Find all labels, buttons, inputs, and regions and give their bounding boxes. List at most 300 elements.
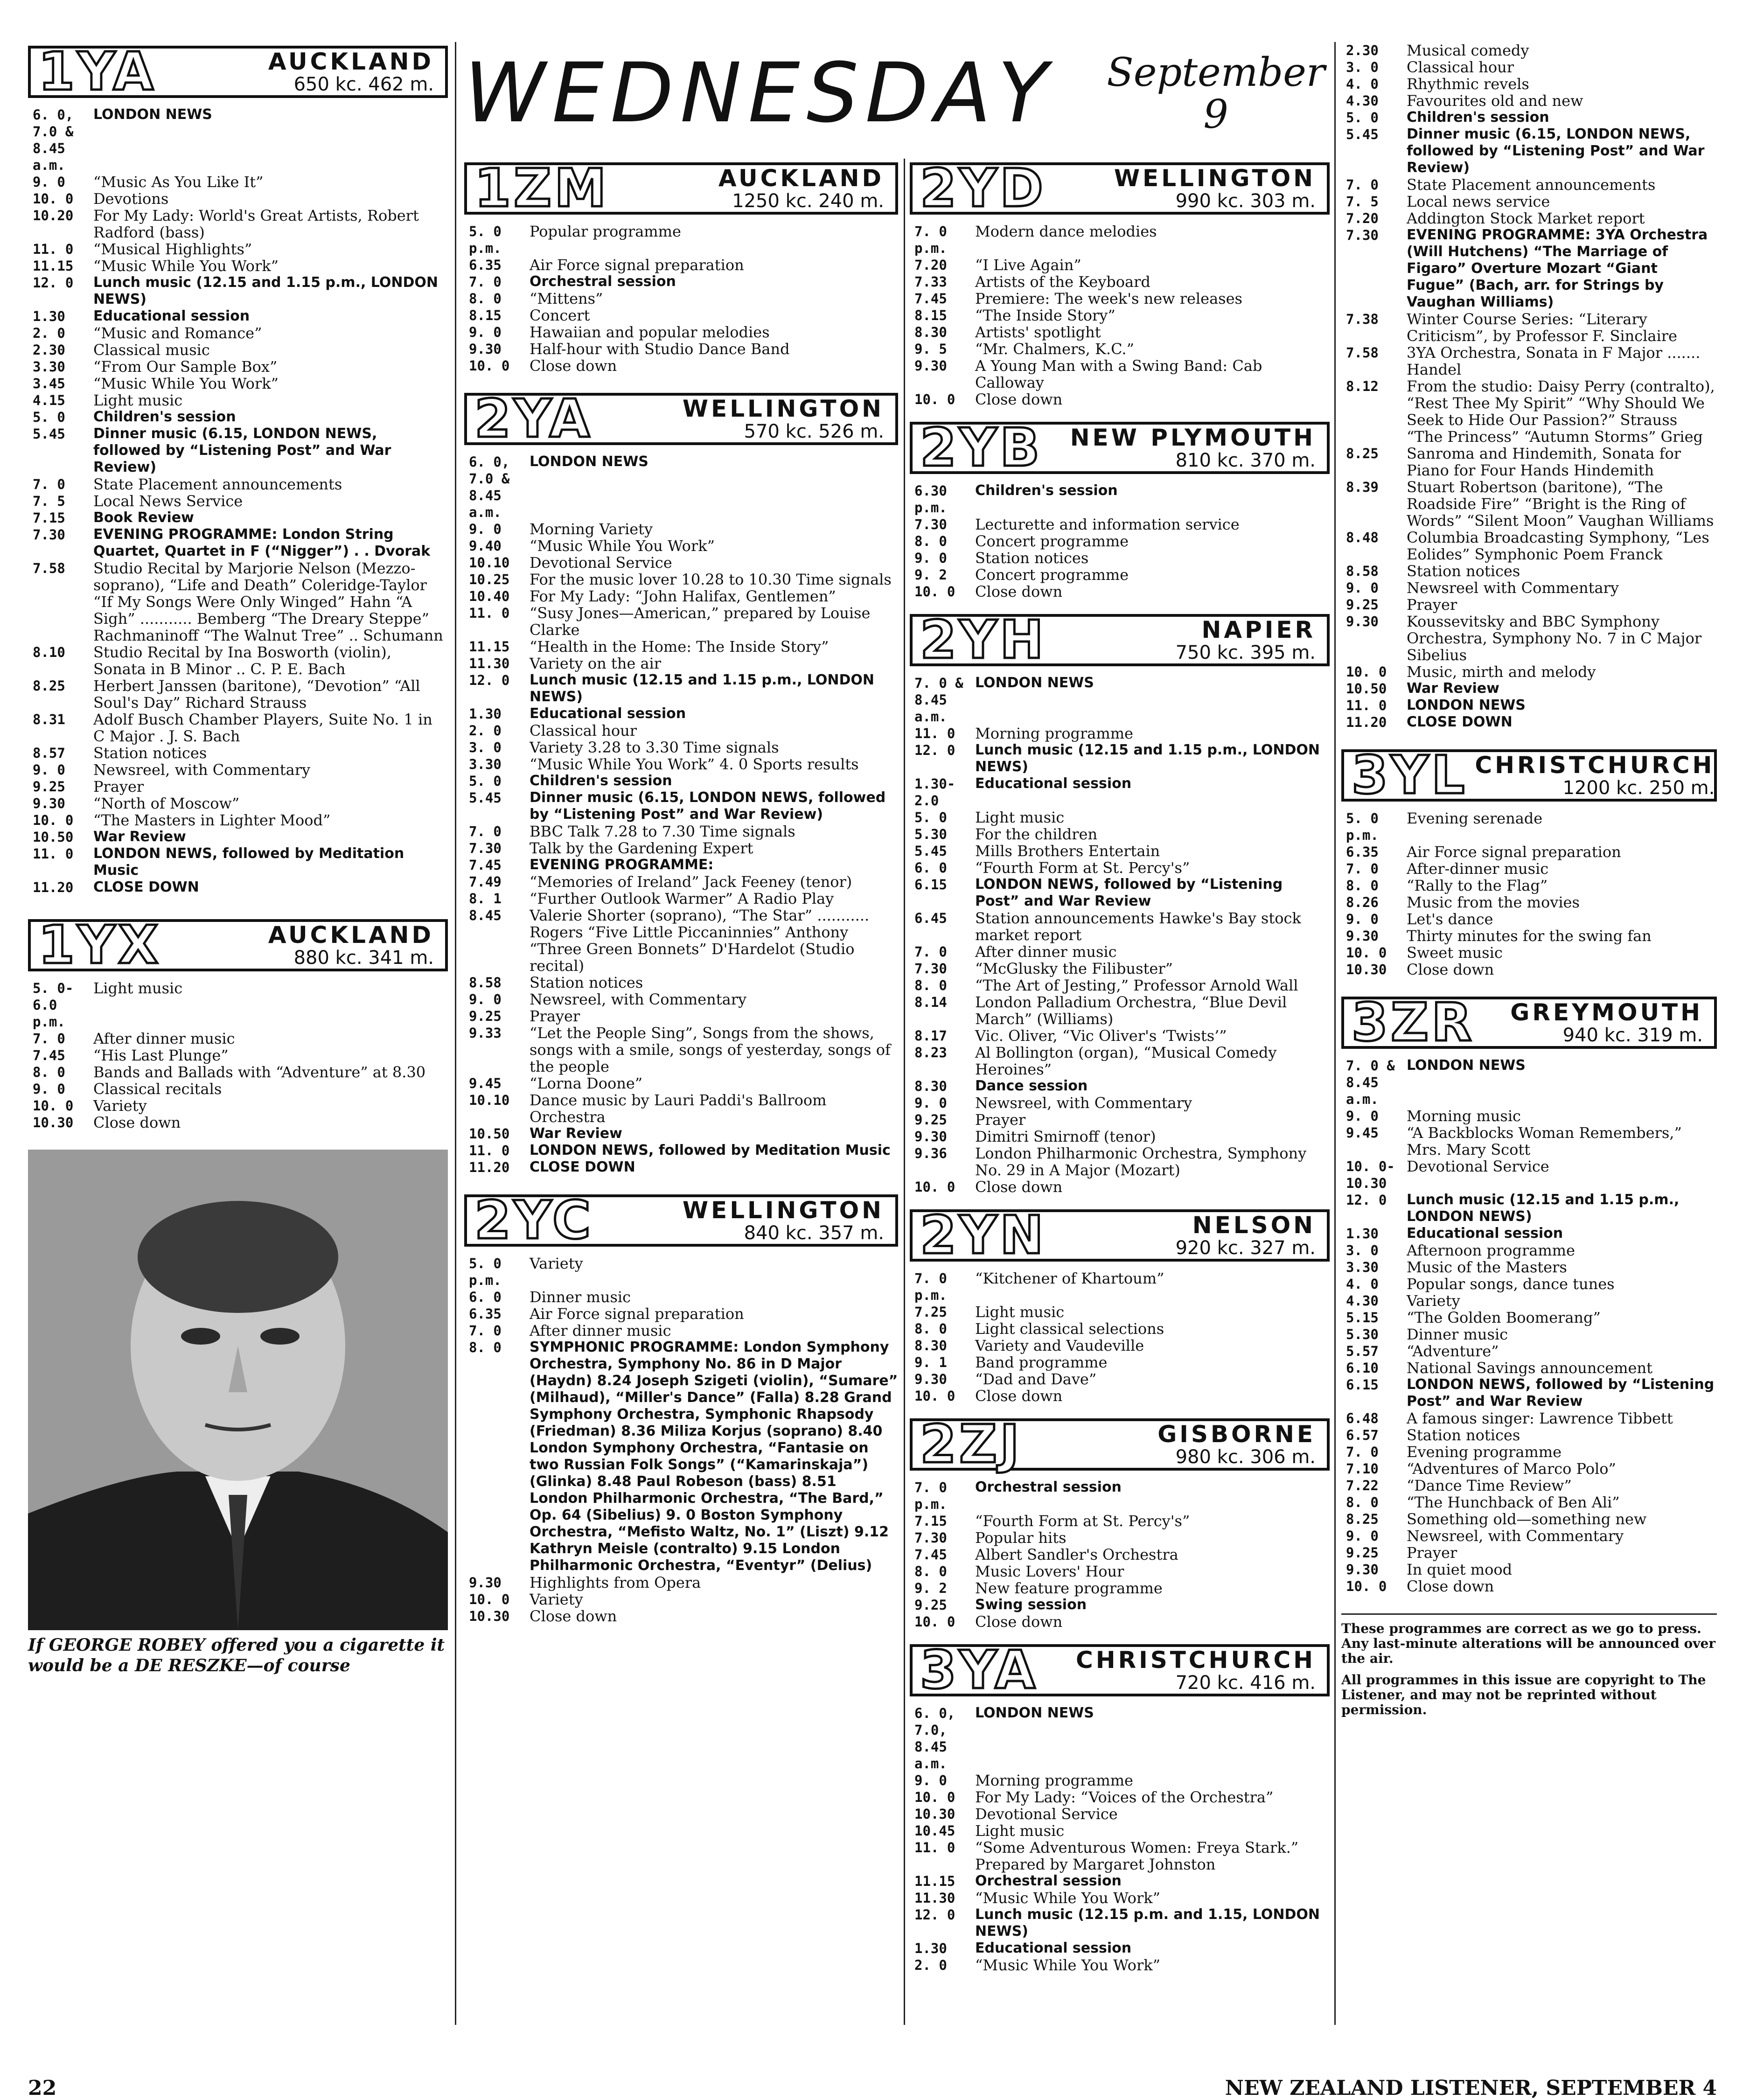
- programme-item: [1341, 1444, 1717, 1460]
- programme-time: 9. 0: [1346, 1528, 1379, 1544]
- programme-item: [464, 605, 898, 638]
- programme-list: [1341, 810, 1717, 978]
- programme-item: [1341, 844, 1717, 860]
- programme-title: CLOSE DOWN: [530, 1159, 635, 1175]
- programme-time: 10. 0: [914, 1789, 955, 1805]
- programme-time: 10. 0: [914, 1614, 955, 1630]
- programme-item: [28, 476, 448, 493]
- programme-time: 7.38: [1346, 311, 1379, 327]
- programme-list: [910, 223, 1330, 408]
- programme-time: 7. 0 p.m.: [914, 223, 947, 256]
- programme-time: 5. 0: [1346, 110, 1379, 126]
- programme-time: 8. 0: [469, 1340, 502, 1355]
- programme-item: [1341, 126, 1717, 176]
- programme-time: 7.20: [1346, 210, 1379, 226]
- programme-title: Let's dance: [1407, 910, 1493, 928]
- programme-title: Rhythmic revels: [1407, 75, 1529, 93]
- programme-title: Station notices: [1407, 562, 1520, 580]
- programme-time: 5.45: [1346, 126, 1379, 142]
- programme-item: [1341, 596, 1717, 613]
- programme-time: 10.50: [469, 1126, 510, 1142]
- programme-time: 8. 0: [914, 1321, 947, 1337]
- programme-title: “Kitchener of Khartoum”: [975, 1270, 1164, 1287]
- programme-item: [910, 566, 1330, 583]
- programme-time: 5. 0 p.m.: [469, 223, 502, 256]
- programme-item: [28, 1097, 448, 1114]
- station-call: 2YD: [920, 158, 1046, 219]
- programme-title: Albert Sandler's Orchestra: [975, 1546, 1178, 1563]
- programme-item: [464, 324, 898, 341]
- programme-time: 1.30-2.0: [914, 776, 955, 809]
- programme-item: [28, 174, 448, 190]
- programme-item: [910, 960, 1330, 977]
- programme-time: 11.15: [914, 1873, 955, 1889]
- programme-item: [910, 1304, 1330, 1320]
- programme-time: 10. 0: [914, 584, 955, 600]
- station-header-3ya: [910, 1640, 1330, 1701]
- programme-time: 4. 0: [1346, 76, 1379, 92]
- programme-time: 10. 0: [33, 191, 74, 207]
- programme-time: 8.25: [1346, 1511, 1379, 1527]
- programme-item: [28, 308, 448, 325]
- programme-title: “Memories of Ireland” Jack Feeney (tenor): [530, 873, 852, 891]
- programme-item: [1341, 1192, 1717, 1225]
- programme-time: 11.30: [469, 656, 510, 671]
- programme-item: [910, 725, 1330, 742]
- programme-item: [28, 778, 448, 795]
- programme-title: Something old—something new: [1407, 1510, 1647, 1528]
- programme-item: [910, 775, 1330, 809]
- programme-item: [28, 795, 448, 812]
- programme-title: A famous singer: Lawrence Tibbett: [1407, 1409, 1673, 1427]
- programme-time: 10. 0: [469, 358, 510, 374]
- programme-title: Sanroma and Hindemith, Sonata for Piano for Four Hands Hindemith: [1407, 445, 1681, 479]
- programme-time: 10. 0: [914, 391, 955, 407]
- programme-item: [910, 809, 1330, 826]
- programme-item: [1341, 1561, 1717, 1578]
- programme-title: War Review: [1407, 680, 1499, 697]
- programme-title: After dinner music: [93, 1030, 235, 1047]
- programme-item: [1341, 42, 1717, 59]
- programme-title: “I Live Again”: [975, 256, 1081, 274]
- programme-time: 9. 1: [914, 1354, 947, 1370]
- programme-title: Lunch music (12.15 p.m. and 1.15, LONDON NEWS): [975, 1906, 1320, 1940]
- programme-list: [910, 1270, 1330, 1404]
- programme-item: [464, 1339, 898, 1574]
- programme-title: Sweet music: [1407, 944, 1503, 962]
- programme-item: [910, 391, 1330, 408]
- programme-item: [910, 1705, 1330, 1772]
- programme-title: Close down: [975, 1387, 1063, 1405]
- programme-item: [910, 1546, 1330, 1563]
- programme-time: 10.10: [469, 1092, 510, 1108]
- programme-title: LONDON NEWS: [93, 106, 212, 123]
- programme-item: [28, 493, 448, 509]
- programme-item: [1341, 860, 1717, 877]
- programme-time: 8. 0: [914, 533, 947, 549]
- programme-item: [1341, 344, 1717, 378]
- column-4: [1341, 42, 1717, 1717]
- programme-title: EVENING PROGRAMME: London String Quartet, Quartet in F (“Nigger”) . . Dvorak: [93, 526, 431, 559]
- programme-time: 8.26: [1346, 894, 1379, 910]
- programme-item: [1341, 1259, 1717, 1276]
- programme-title: Newsreel, with Commentary: [1407, 1527, 1624, 1545]
- programme-time: 8.15: [469, 307, 502, 323]
- programme-time: 10.40: [469, 588, 510, 604]
- programme-list: [910, 1705, 1330, 1974]
- programme-title: “Let the People Sing”, Songs from the shows, songs with a smile, songs of yesterday, songs of the people: [530, 1024, 891, 1075]
- programme-title: Herbert Janssen (baritone), “Devotion” “All Soul's Day” Richard Strauss: [93, 677, 420, 712]
- programme-item: [464, 1574, 898, 1591]
- programme-title: Music of the Masters: [1407, 1258, 1567, 1276]
- programme-item: [464, 1591, 898, 1608]
- programme-time: 7.49: [469, 874, 502, 890]
- programme-item: [464, 1289, 898, 1305]
- programme-item: [910, 550, 1330, 566]
- programme-item: [910, 1906, 1330, 1940]
- programme-title: Evening programme: [1407, 1443, 1562, 1461]
- programme-item: [910, 1270, 1330, 1304]
- programme-time: 6.48: [1346, 1410, 1379, 1426]
- programme-time: 5. 0 p.m.: [1346, 810, 1379, 843]
- programme-item: [1341, 563, 1717, 579]
- station-city: NEW PLYMOUTH: [1070, 424, 1316, 451]
- station-city: NAPIER: [1201, 616, 1316, 643]
- programme-title: For My Lady: World's Great Artists, Robert Radford (bass): [93, 207, 419, 241]
- programme-time: 11.15: [33, 258, 74, 274]
- programme-time: 9.25: [469, 1008, 502, 1024]
- programme-title: Talk by the Gardening Expert: [530, 839, 753, 857]
- programme-item: [28, 509, 448, 526]
- programme-item: [464, 890, 898, 907]
- programme-time: 8.15: [914, 307, 947, 323]
- programme-time: 6. 0, 7.0 & 8.45 a.m.: [469, 454, 510, 520]
- programme-item: [28, 761, 448, 778]
- programme-item: [464, 357, 898, 374]
- programme-item: [28, 745, 448, 761]
- programme-item: [464, 773, 898, 789]
- column-rule: [904, 159, 905, 2025]
- programme-time: 5. 0: [33, 409, 65, 425]
- programme-title: “The Golden Boomerang”: [1407, 1309, 1601, 1326]
- programme-time: 5.15: [1346, 1310, 1379, 1326]
- programme-time: 7.58: [33, 560, 65, 576]
- programme-title: Orchestral session: [975, 1479, 1122, 1495]
- programme-time: 10. 0: [33, 1098, 74, 1114]
- programme-item: [1341, 109, 1717, 126]
- programme-title: Artists of the Keyboard: [975, 273, 1150, 291]
- programme-title: Close down: [975, 583, 1063, 600]
- programme-item: [910, 977, 1330, 994]
- programme-title: Variety 3.28 to 3.30 Time signals: [530, 739, 779, 756]
- programme-time: 1.30: [469, 706, 502, 722]
- programme-title: Air Force signal preparation: [530, 256, 744, 274]
- programme-title: LONDON NEWS: [530, 453, 648, 470]
- column-rule: [455, 42, 456, 2025]
- programme-time: 10.25: [469, 572, 510, 587]
- programme-time: 6.57: [1346, 1427, 1379, 1443]
- station-header-3yl: [1341, 745, 1717, 806]
- station-call: 3YL: [1352, 745, 1468, 806]
- programme-item: [1341, 378, 1717, 445]
- programme-item: [910, 1179, 1330, 1195]
- programme-title: “The Masters in Lighter Mood”: [93, 811, 331, 829]
- programme-item: [910, 1513, 1330, 1529]
- programme-time: 11.30: [914, 1890, 955, 1906]
- programme-item: [910, 516, 1330, 533]
- programme-item: [464, 307, 898, 324]
- programme-list: [910, 482, 1330, 600]
- programme-item: [910, 1027, 1330, 1044]
- station-call: 2ZJ: [920, 1414, 1022, 1475]
- programme-item: [910, 1145, 1330, 1179]
- programme-item: [28, 812, 448, 829]
- programme-time: 9. 2: [914, 1580, 947, 1596]
- programme-time: 8.25: [33, 678, 65, 694]
- programme-item: [1341, 210, 1717, 227]
- programme-title: “A Backblocks Woman Remembers,” Mrs. Mary Scott: [1407, 1124, 1682, 1158]
- programme-list: [28, 106, 448, 896]
- programme-title: Educational session: [1407, 1225, 1563, 1242]
- programme-title: Prayer: [1407, 1544, 1457, 1562]
- programme-item: [910, 307, 1330, 324]
- programme-title: Dinner music (6.15, LONDON NEWS, followed by “Listening Post” and War Review): [93, 426, 391, 475]
- programme-time: 7. 0 & 8.45 a.m.: [914, 675, 963, 725]
- programme-item: [910, 357, 1330, 391]
- programme-item: [464, 705, 898, 722]
- programme-time: 10. 0: [1346, 1578, 1387, 1594]
- programme-item: [910, 1320, 1330, 1337]
- programme-title: “Dance Time Review”: [1407, 1477, 1572, 1494]
- programme-item: [1341, 961, 1717, 978]
- programme-time: 11.15: [469, 639, 510, 655]
- programme-time: 3. 0: [1346, 59, 1379, 75]
- programme-title: “Fourth Form at St. Percy's”: [975, 859, 1190, 877]
- programme-time: 7.10: [1346, 1461, 1379, 1477]
- programme-title: CLOSE DOWN: [93, 879, 199, 895]
- programme-title: Educational session: [93, 308, 250, 324]
- programme-title: Morning programme: [975, 1772, 1133, 1789]
- station-header-3zr: [1341, 992, 1717, 1053]
- programme-time: 10.45: [914, 1823, 955, 1839]
- programme-item: [464, 588, 898, 605]
- programme-title: Morning programme: [975, 725, 1133, 742]
- programme-item: [464, 722, 898, 739]
- programme-title: Variety: [1407, 1292, 1460, 1310]
- station-city: AUCKLAND: [268, 48, 434, 75]
- station-frequency: 840 kc. 357 m.: [744, 1222, 884, 1244]
- programme-title: Concert programme: [975, 566, 1129, 584]
- programme-title: Air Force signal preparation: [1407, 843, 1621, 861]
- programme-item: [1341, 1343, 1717, 1360]
- programme-time: 11. 0: [33, 241, 74, 257]
- programme-time: 1.30: [1346, 1226, 1379, 1242]
- programme-time: 7. 0: [914, 944, 947, 960]
- programme-title: “His Last Plunge”: [93, 1047, 229, 1064]
- programme-item: [464, 655, 898, 672]
- station-header-2yc: [464, 1190, 898, 1251]
- programme-time: 9. 0: [469, 991, 502, 1007]
- programme-time: 9. 0: [33, 762, 65, 778]
- programme-title: Light music: [975, 1303, 1065, 1321]
- programme-title: Station notices: [1407, 1426, 1520, 1444]
- programme-item: [910, 1388, 1330, 1404]
- programme-time: 9.25: [1346, 1545, 1379, 1561]
- programme-title: Musical comedy: [1407, 42, 1529, 59]
- programme-title: After dinner music: [530, 1322, 671, 1340]
- programme-title: Thirty minutes for the swing fan: [1407, 927, 1652, 945]
- programme-time: 7. 0: [1346, 861, 1379, 877]
- programme-item: [910, 1078, 1330, 1095]
- programme-title: Book Review: [93, 509, 194, 526]
- programme-title: Concert programme: [975, 532, 1129, 550]
- programme-time: 3.45: [33, 376, 65, 391]
- programme-time: 9. 0: [914, 1772, 947, 1788]
- programme-time: 5. 0: [914, 809, 947, 825]
- programme-item: [1341, 877, 1717, 894]
- programme-item: [28, 426, 448, 476]
- programme-time: 2. 0: [33, 325, 65, 341]
- programme-item: [1341, 1578, 1717, 1595]
- programme-item: [1341, 1528, 1717, 1544]
- programme-item: [1341, 697, 1717, 714]
- programme-title: Dinner music (6.15, LONDON NEWS, followed by “Listening Post” and War Review): [1407, 126, 1705, 176]
- station-frequency: 980 kc. 306 m.: [1175, 1446, 1316, 1468]
- programme-item: [464, 1305, 898, 1322]
- programme-title: For the children: [975, 825, 1098, 843]
- programme-title: “McGlusky the Filibuster”: [975, 960, 1173, 977]
- programme-time: 7.58: [1346, 345, 1379, 361]
- programme-list: [910, 1479, 1330, 1630]
- programme-title: Valerie Shorter (soprano), “The Star” ........... Rogers “Five Little Piccaninnies” Anthony “Three Green Bonnets” D'Hardelot (Studio recital): [530, 907, 870, 975]
- programme-item: [1341, 1427, 1717, 1444]
- programme-title: 3YA Orchestra, Sonata in F Major ....... Handel: [1407, 344, 1701, 378]
- programme-item: [910, 1613, 1330, 1630]
- programme-item: [1341, 1158, 1717, 1192]
- programme-title: BBC Talk 7.28 to 7.30 Time signals: [530, 823, 795, 840]
- programme-time: 9.40: [469, 538, 502, 554]
- programme-title: Popular programme: [530, 223, 681, 240]
- programme-item: [910, 843, 1330, 859]
- programme-item: [910, 1371, 1330, 1388]
- programme-title: Music Lovers' Hour: [975, 1563, 1124, 1580]
- programme-time: 10.20: [33, 208, 74, 223]
- programme-title: “The Inside Story”: [975, 307, 1116, 324]
- programme-title: Newsreel, with Commentary: [975, 1094, 1192, 1112]
- programme-title: SYMPHONIC PROGRAMME: London Symphony Orchestra, Symphony No. 86 in D Major (Haydn) 8.24 Joseph Szigeti (violin), “Sumare” (Milhaud), “Miller's Dance” (Falla) 8.28 Grand Symphony Orchestra, Symphonic Rhapsody (Friedman) 8.36 Miliza Korjus (soprano) 8.40 London Symphony Orchestra, “Fantasie on two Russian Folk Songs” (“Kamarinskaja”) (Glinka) 8.48 Paul Robeson (bass) 8.51 London Philharmonic Orchestra, “The Bard,” Op. 64 (Sibelius) 9. 0 Boston Symphony Orchestra, “Mefisto Waltz, No. 1” (Liszt) 9.12 Kathryn Meisle (contralto) 9.15 London Philharmonic Orchestra, “Eventyr” (Delius): [530, 1339, 898, 1574]
- programme-item: [464, 974, 898, 991]
- programme-time: 7. 0: [469, 823, 502, 839]
- programme-item: [1341, 680, 1717, 697]
- programme-time: 8. 0: [914, 1563, 947, 1579]
- programme-time: 7.30: [914, 1530, 947, 1546]
- programme-time: 11. 0: [914, 1840, 955, 1856]
- programme-time: 9.30: [914, 1371, 947, 1387]
- programme-time: 8.57: [33, 745, 65, 761]
- station-city: CHRISTCHURCH: [1475, 752, 1715, 779]
- programme-time: 9.30: [1346, 1562, 1379, 1577]
- programme-title: Classical hour: [1407, 58, 1514, 76]
- programme-item: [28, 1047, 448, 1064]
- programme-time: 10. 0: [1346, 945, 1387, 961]
- programme-time: 9. 2: [914, 567, 947, 583]
- programme-time: 10. 0: [1346, 664, 1387, 680]
- station-header-2yb: [910, 418, 1330, 478]
- station-header-2yn: [910, 1205, 1330, 1266]
- programme-item: [464, 1025, 898, 1075]
- programme-item: [1341, 1376, 1717, 1410]
- programme-list: [28, 980, 448, 1131]
- programme-item: [910, 223, 1330, 257]
- programme-title: Children's session: [1407, 109, 1549, 126]
- programme-item: [28, 980, 448, 1030]
- programme-time: 7.30: [469, 840, 502, 856]
- programme-item: [28, 879, 448, 896]
- programme-item: [1341, 1292, 1717, 1309]
- programme-item: [1341, 92, 1717, 109]
- programme-item: [910, 1529, 1330, 1546]
- programme-title: Morning music: [1407, 1107, 1521, 1125]
- programme-title: Lunch music (12.15 and 1.15 p.m., LONDON NEWS): [1407, 1192, 1680, 1225]
- programme-title: Winter Course Series: “Literary Criticism”, by Professor F. Sinclaire: [1407, 310, 1677, 345]
- programme-time: 10.50: [1346, 681, 1387, 697]
- programme-title: “Mittens”: [530, 290, 603, 307]
- programme-time: 8. 0: [914, 977, 947, 993]
- programme-item: [464, 1142, 898, 1159]
- programme-title: “The Hunchback of Ben Ali”: [1407, 1493, 1620, 1511]
- programme-title: “Music While You Work”: [975, 1889, 1160, 1907]
- programme-item: [1341, 1225, 1717, 1242]
- programme-list: [1341, 42, 1717, 731]
- programme-time: 3.30: [1346, 1259, 1379, 1275]
- programme-time: 9. 0: [914, 1095, 947, 1111]
- programme-title: Classical recitals: [93, 1080, 222, 1098]
- programme-title: Concert: [530, 307, 590, 324]
- programme-title: Local News Service: [93, 492, 243, 510]
- station-frequency: 570 kc. 526 m.: [744, 421, 884, 442]
- column-1: [28, 42, 448, 1676]
- station-header-2zj: [910, 1414, 1330, 1475]
- programme-time: 4. 0: [1346, 1276, 1379, 1292]
- programme-time: 9. 0: [1346, 580, 1379, 596]
- programme-title: LONDON NEWS: [1407, 697, 1526, 713]
- programme-title: New feature programme: [975, 1579, 1163, 1597]
- programme-time: 10. 0: [914, 1388, 955, 1404]
- programme-list: [910, 675, 1330, 1195]
- programme-time: 8.25: [1346, 446, 1379, 461]
- programme-item: [1341, 714, 1717, 731]
- programme-item: [1341, 479, 1717, 529]
- programme-item: [464, 907, 898, 974]
- programme-time: 1.30: [33, 308, 65, 324]
- programme-time: 6.35: [469, 1306, 502, 1322]
- programme-time: 11. 0: [914, 726, 955, 741]
- programme-title: Light music: [975, 1822, 1065, 1840]
- programme-time: 3. 0: [1346, 1242, 1379, 1258]
- programme-time: 7. 0 p.m.: [914, 1479, 947, 1512]
- programme-item: [910, 1580, 1330, 1597]
- programme-time: 10. 0-10.30: [1346, 1158, 1395, 1191]
- programme-item: [910, 1354, 1330, 1371]
- programme-title: “Music As You Like It”: [93, 173, 264, 191]
- programme-item: [1341, 445, 1717, 479]
- programme-time: 5.30: [1346, 1326, 1379, 1342]
- programme-title: Prayer: [1407, 596, 1457, 614]
- programme-title: London Palladium Orchestra, “Blue Devil March” (Williams): [975, 993, 1287, 1028]
- programme-time: 2. 0: [914, 1957, 947, 1973]
- programme-item: [28, 207, 448, 241]
- programme-title: Vic. Oliver, “Vic Oliver's ‘Twists’”: [975, 1027, 1227, 1045]
